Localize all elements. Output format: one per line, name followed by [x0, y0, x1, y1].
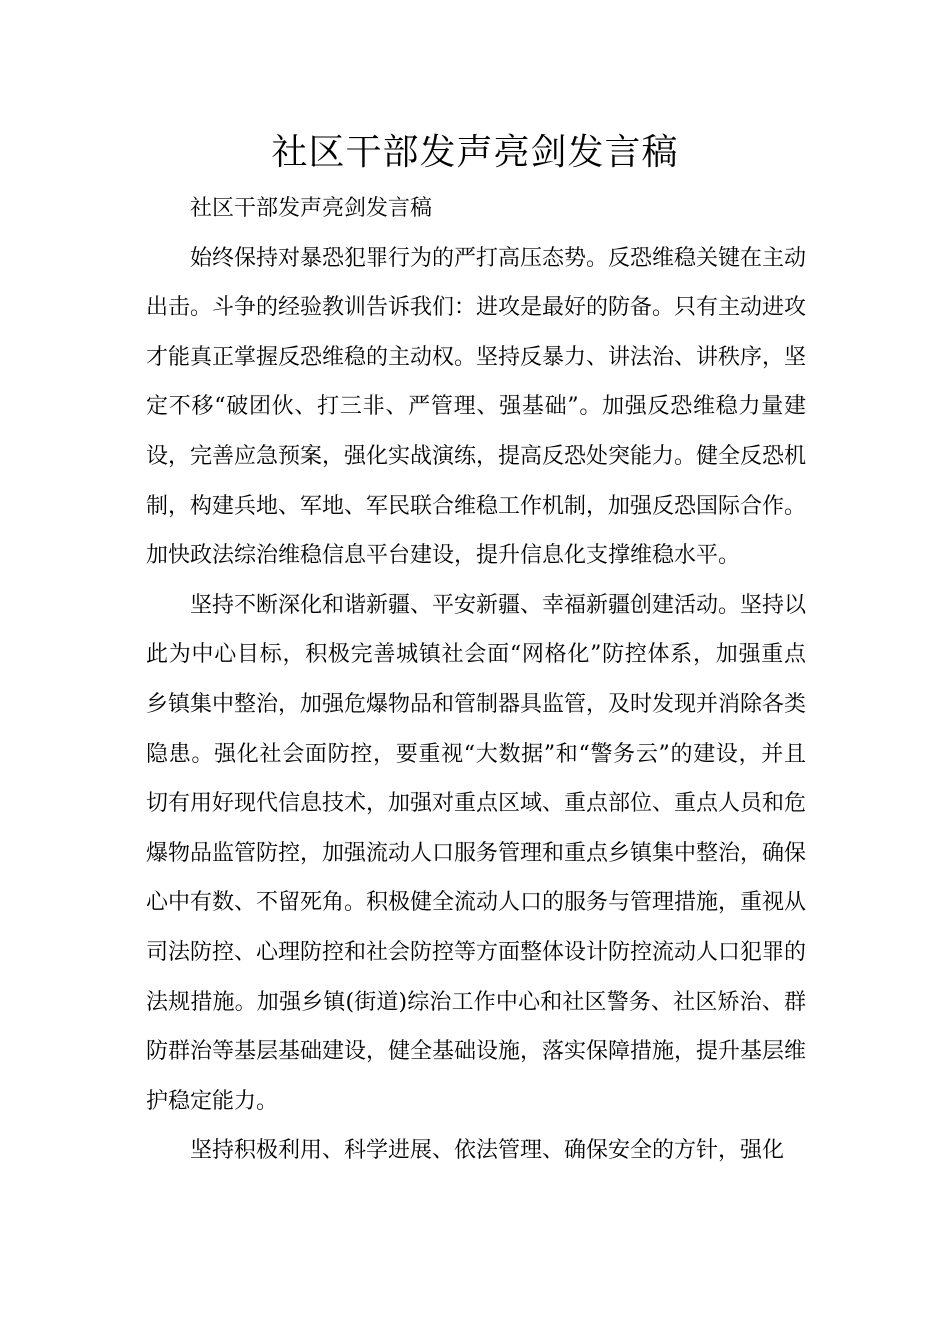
- body-paragraph-1: 始终保持对暴恐犯罪行为的严打高压态势。反恐维稳关键在主动出击。斗争的经验教训告诉我们：进攻是最好的防备。只有主动进攻才能真正掌握反恐维稳的主动权。坚持反暴力、讲法治、讲秩序，坚定不移“破团伙、打三非、严管理、强基础”。加强反恐维稳力量建设，完善应急预案，强化实战演练，提高反恐处突能力。健全反恐机制，构建兵地、军地、军民联合维稳工作机制，加强反恐国际合作。加快政法综治维稳信息平台建设，提升信息化支撑维稳水平。: [146, 245, 807, 569]
- body-paragraph-2: 坚持不断深化和谐新疆、平安新疆、幸福新疆创建活动。坚持以此为中心目标，积极完善城镇社会面“网格化”防控体系，加强重点乡镇集中整治，加强危爆物品和管制器具监管，及时发现并消除各类隐患。强化社会面防控，要重视“大数据”和“警务云”的建设，并且切有用好现代信息技术，加强对重点区域、重点部位、重点人员和危爆物品监管防控，加强流动人口服务管理和重点乡镇集中整治，确保心中有数、不留死角。积极健全流动人口的服务与管理措施，重视从司法防控、心理防控和社会防控等方面整体设计防控流动人口犯罪的法规措施。加强乡镇(街道)综治工作中心和社区警务、社区矫治、群防群治等基层基础建设，健全基础设施，落实保障措施，提升基层维护稳定能力。: [146, 592, 807, 1114]
- document-body: [146, 184, 806, 1176]
- subtitle-paragraph: 社区干部发声亮剑发言稿: [190, 196, 433, 221]
- body-paragraph-3: 坚持积极利用、科学进展、依法管理、确保安全的方针，强化: [190, 1138, 785, 1164]
- document-title: 社区干部发声亮剑发言稿: [271, 132, 679, 173]
